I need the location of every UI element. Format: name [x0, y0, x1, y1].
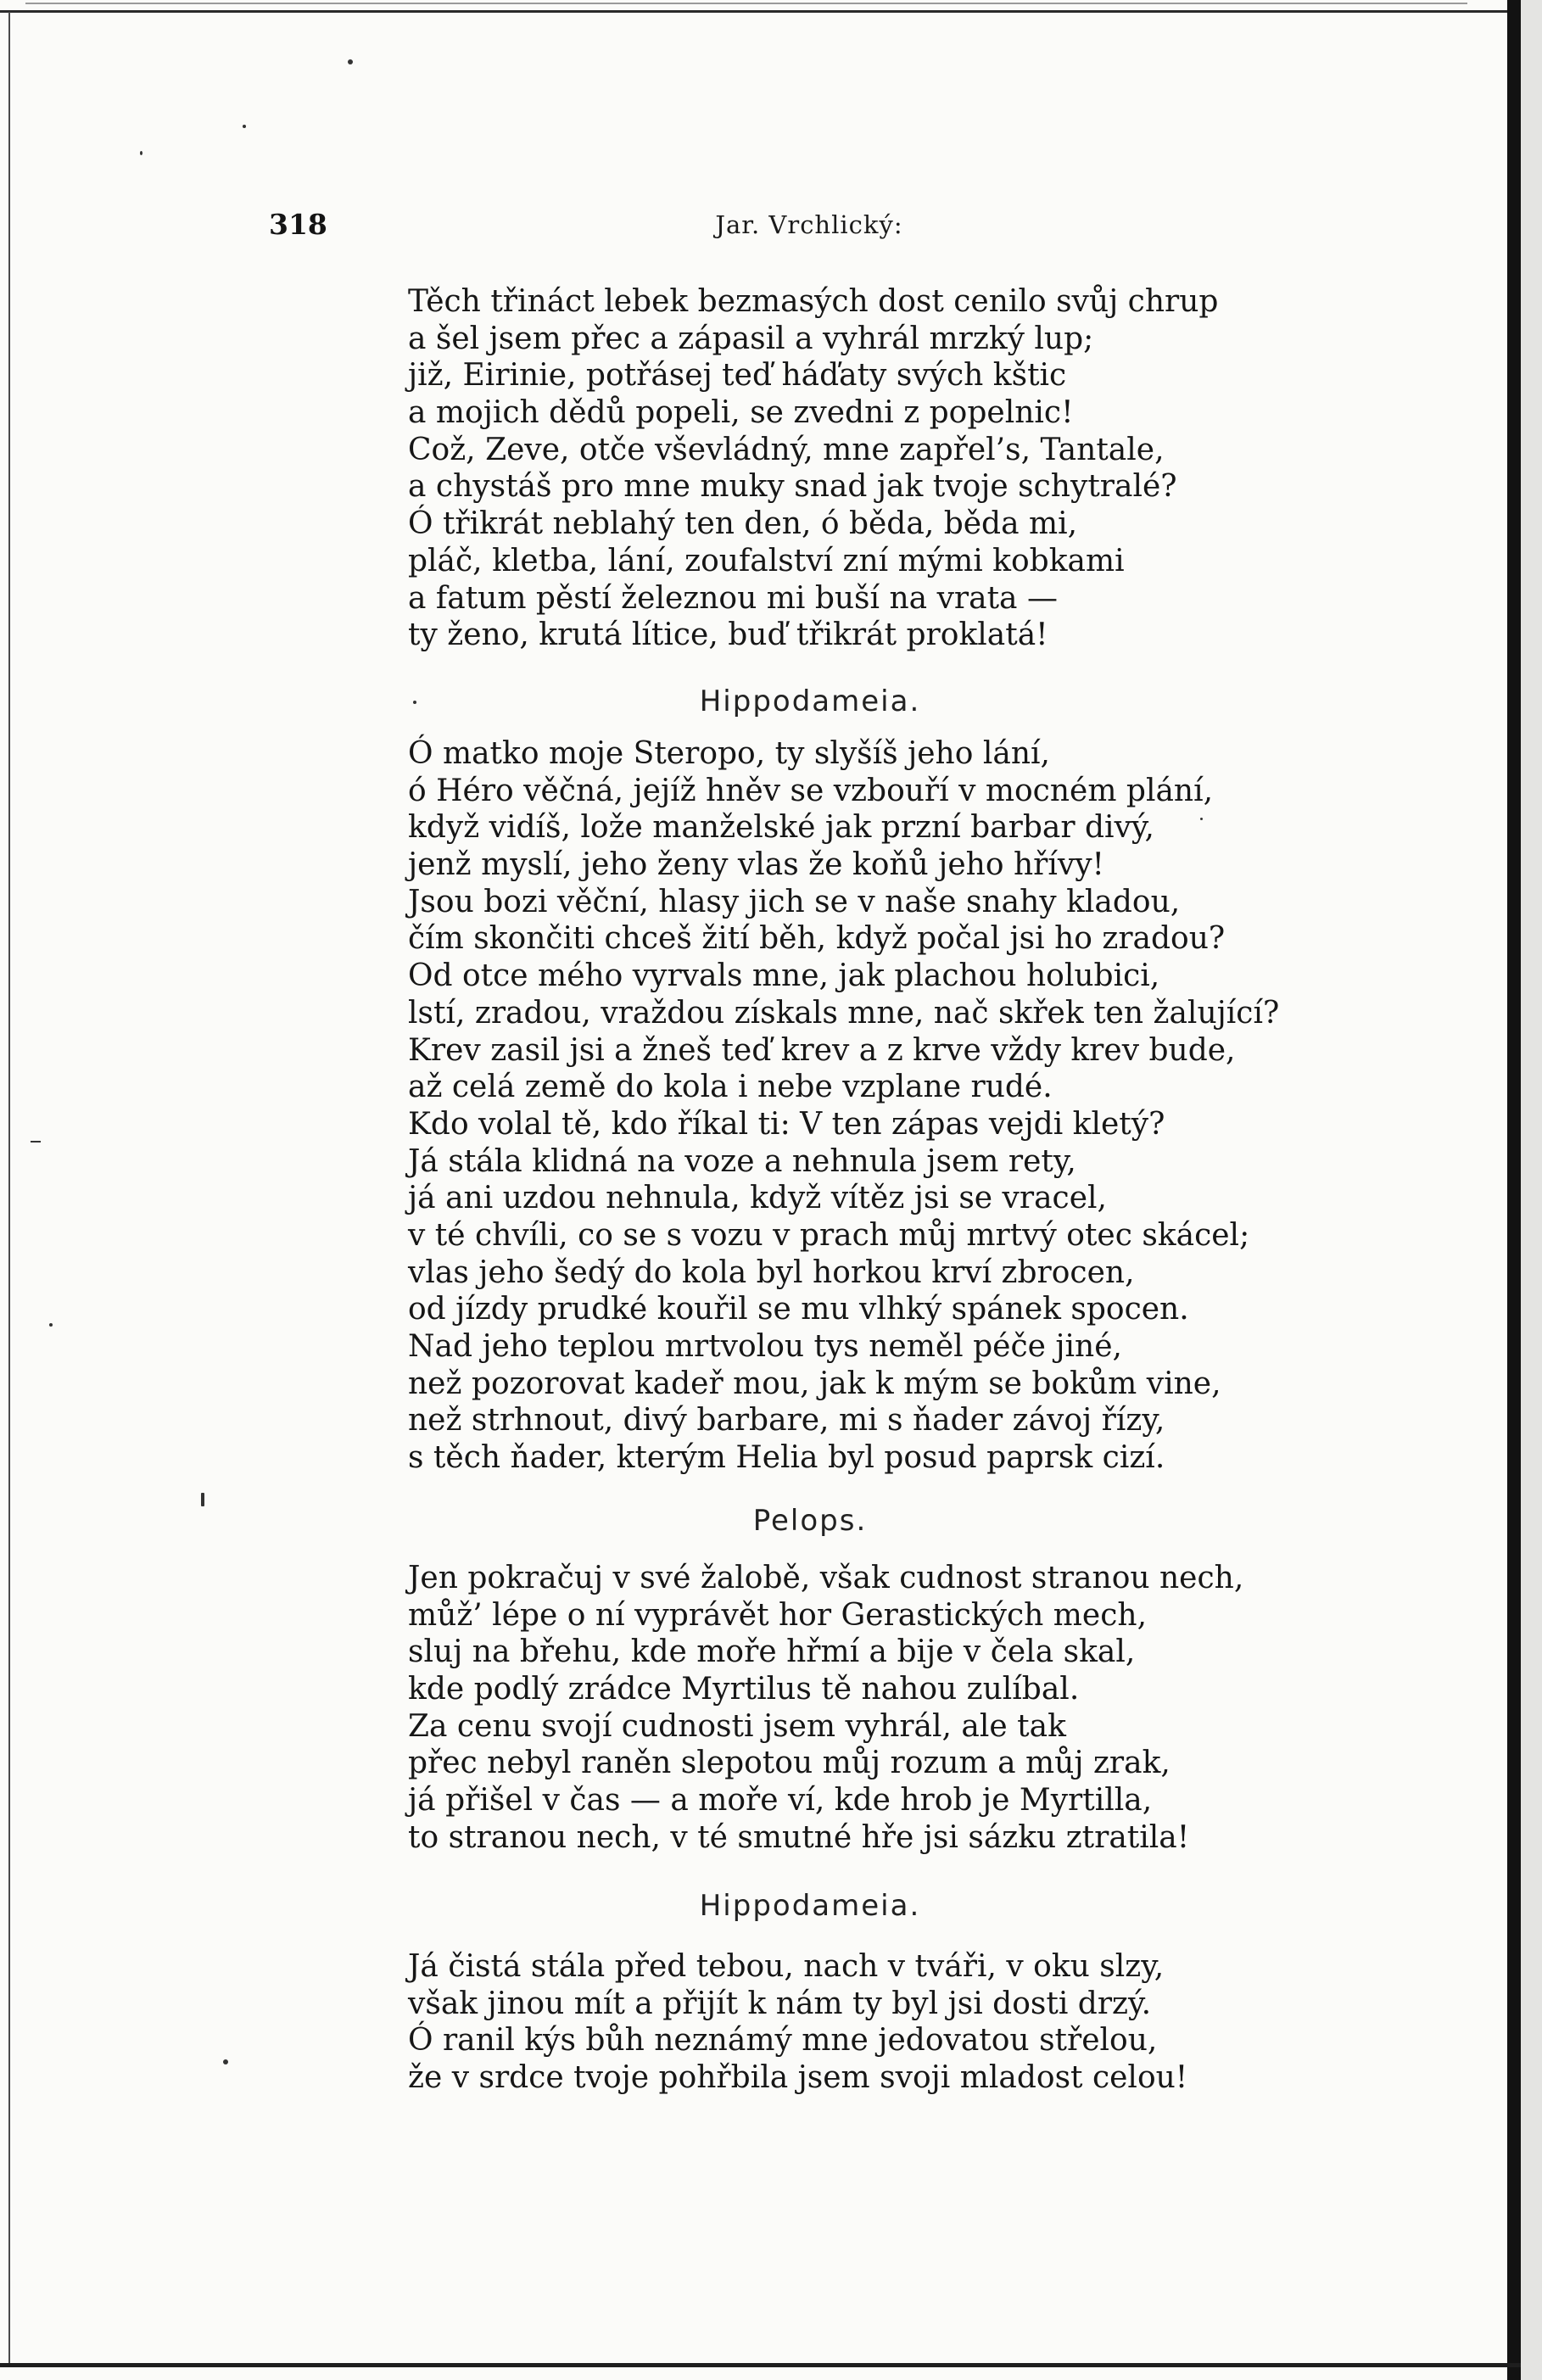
verse-line: že v srdce tvoje pohřbila jsem svoji mladost celou!	[408, 2060, 1188, 2096]
scan-speck	[140, 151, 142, 155]
verse-block	[408, 735, 1383, 1477]
scan-speck	[201, 1493, 204, 1506]
verse-line: Kdo volal tě, kdo říkal ti: V ten zápas vejdi kletý?	[408, 1106, 1165, 1142]
verse-line: Ó ranil kýs bůh neznámý mne jedovatou střelou,	[408, 2023, 1158, 2059]
verse-line: Nad jeho teplou mrtvolou tys neměl péče jiné,	[408, 1329, 1122, 1364]
verse-line: Já stála klidná na voze a nehnula jsem rety,	[408, 1143, 1076, 1179]
scan-speck	[413, 701, 416, 704]
verse-line: v té chvíli, co se s vozu v prach můj mrtvý otec skácel;	[408, 1217, 1250, 1253]
verse-line: a mojich dědů popeli, se zvedni z popelnic!	[408, 395, 1074, 431]
speaker-name: Pelops.	[752, 1504, 868, 1538]
verse-line: ty ženo, krutá lítice, buď třikrát proklatá!	[408, 617, 1048, 653]
verse-line: Já čistá stála před tebou, nach v tváři, v oku slzy,	[408, 1949, 1165, 1984]
verse-line: já ani uzdou nehnula, když vítěz jsi se vracel,	[408, 1181, 1107, 1216]
verse-line: však jinou mít a přijít k nám ty byl jsi dosti drzý.	[408, 1986, 1152, 2021]
verse-line: to stranou nech, v té smutné hře jsi sázku ztratila!	[408, 1819, 1190, 1855]
scan-margin-right	[1521, 0, 1542, 2380]
verse-line: lstí, zradou, vraždou získals mne, nač skřek ten žalující?	[408, 995, 1280, 1031]
page-number: 318	[269, 208, 327, 241]
verse-line: a chystáš pro mne muky snad jak tvoje schytralé?	[408, 469, 1177, 505]
verse-line: vlas jeho šedý do kola byl horkou krví zbrocen,	[408, 1254, 1135, 1290]
verse-line: Jen pokračuj v své žalobě, však cudnost stranou nech,	[408, 1561, 1244, 1595]
verse-line: já přišel v čas — a moře ví, kde hrob je Myrtilla,	[408, 1783, 1153, 1819]
verse-line: Krev zasil jsi a žneš teď krev a z krve vždy krev bude,	[408, 1032, 1236, 1068]
verse-line: již, Eirinie, potřásej teď háďaty svých kštic	[408, 358, 1067, 394]
verse-line: Ó třikrát neblahý ten den, ó běda, běda mi,	[408, 506, 1078, 542]
verse-line: pláč, kletba, lání, zoufalství zní mými kobkami	[408, 543, 1125, 578]
verse-line: Za cenu svojí cudnosti jsem vyhrál, ale tak	[408, 1708, 1066, 1744]
verse-line: Od otce mého vyrvals mne, jak plachou holubici,	[408, 958, 1160, 994]
verse-line: Ó matko moje Steropo, ty slyšíš jeho lání,	[408, 736, 1050, 771]
verse-line: až celá země do kola i nebe vzplane rudé.	[408, 1070, 1053, 1105]
verse-line: Což, Zeve, otče vševládný, mne zapřel’s, Tantale,	[408, 432, 1165, 467]
verse-line: ó Héro věčná, jejíž hněv se vzbouří v mocném plání,	[408, 773, 1214, 808]
verse-block	[408, 1948, 1383, 2097]
verse-line: Těch třináct lebek bezmasých dost cenilo svůj chrup	[408, 284, 1219, 319]
scan-edge-right	[1507, 0, 1521, 2380]
verse-line: než strhnout, divý barbare, mi s ňader závoj řízy,	[408, 1403, 1165, 1439]
verse-line: Jsou bozi věční, hlasy jich se v naše snahy kladou,	[408, 884, 1181, 919]
scan-edge-top-faint	[25, 3, 1467, 4]
scan-speck	[223, 2059, 228, 2064]
verse-block	[408, 1560, 1383, 1857]
verse-line: s těch ňader, kterým Helia byl posud paprsk cizí.	[408, 1440, 1165, 1476]
verse-line: od jízdy prudké kouřil se mu vlhký spánek spocen.	[408, 1292, 1189, 1327]
speaker-name: Hippodameia.	[699, 1889, 921, 1923]
scan-speck	[243, 125, 246, 128]
scan-speck	[31, 1141, 41, 1143]
verse-line: kde podlý zrádce Myrtilus tě nahou zulíbal.	[408, 1672, 1080, 1707]
scan-speck	[348, 59, 353, 64]
verse-line: čím skončiti chceš žití běh, když počal jsi ho zradou?	[408, 921, 1226, 957]
verse-line: a šel jsem přec a zápasil a vyhrál mrzký lup;	[408, 321, 1094, 356]
verse-line: a fatum pěstí železnou mi buší na vrata —	[408, 580, 1058, 616]
verse-line: když vidíš, lože manželské jak przní barbar divý,	[408, 810, 1154, 846]
verse-block	[408, 283, 1383, 654]
verse-line: než pozorovat kadeř mou, jak k mým se bokům vine,	[408, 1366, 1221, 1401]
scan-edge-top	[0, 10, 1510, 13]
verse-line: sluj na břehu, kde moře hřmí a bije v čela skal,	[408, 1634, 1136, 1670]
speaker-name: Hippodameia.	[699, 684, 921, 718]
verse-line: můž’ lépe o ní vyprávět hor Gerastických mech,	[408, 1597, 1148, 1633]
verse-line: přec nebyl raněn slepotou můj rozum a můj zrak,	[408, 1746, 1170, 1781]
scan-speck	[49, 1323, 53, 1327]
verse-line: jenž myslí, jeho ženy vlas že koňů jeho hřívy!	[408, 847, 1105, 883]
scan-edge-bottom	[0, 2363, 1521, 2367]
scan-edge-left	[8, 12, 10, 2366]
running-title: Jar. Vrchlický:	[715, 210, 903, 239]
